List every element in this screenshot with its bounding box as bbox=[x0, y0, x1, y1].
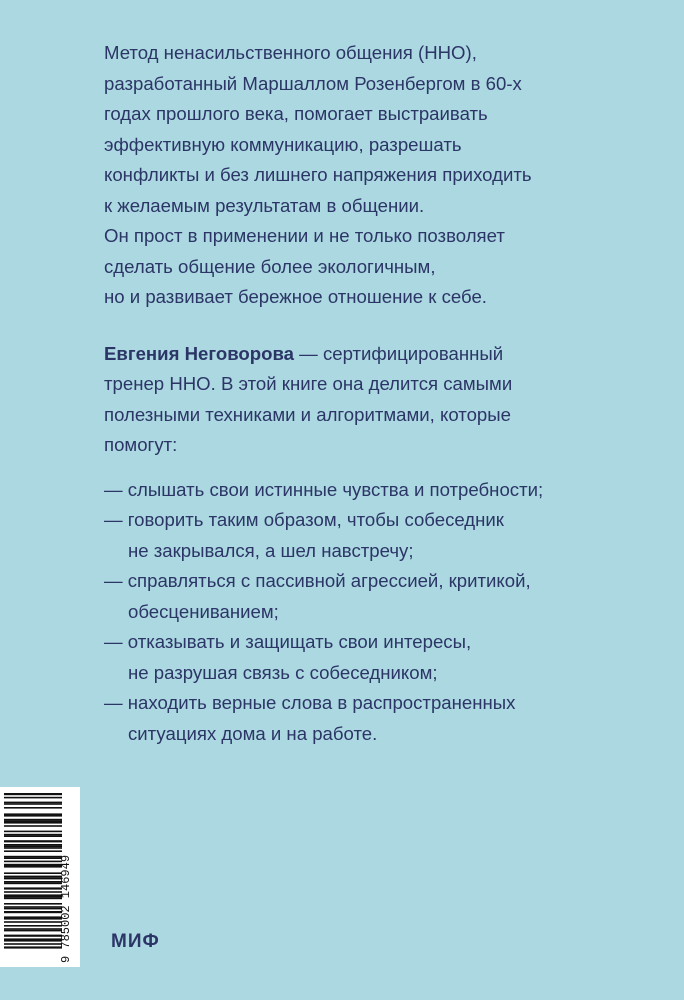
barcode-bar bbox=[4, 819, 62, 821]
barcode-bar bbox=[4, 802, 62, 804]
barcode-bar bbox=[4, 831, 62, 833]
intro-line: но и развивает бережное отношение к себе. bbox=[104, 286, 487, 307]
author-line: полезными техниками и алгоритмами, которые bbox=[104, 403, 511, 425]
barcode-bar bbox=[4, 918, 62, 920]
barcode-bar bbox=[4, 825, 62, 827]
list-item bbox=[104, 627, 604, 688]
barcode-bar bbox=[4, 876, 62, 878]
benefits-list bbox=[104, 475, 604, 750]
barcode-bar bbox=[4, 943, 62, 945]
barcode-bar bbox=[4, 846, 62, 848]
author-first-line bbox=[104, 339, 604, 370]
author-first-line-rest: — сертифицированный bbox=[294, 342, 504, 364]
barcode-bar bbox=[4, 894, 62, 896]
barcode-bar bbox=[4, 946, 62, 948]
list-item bbox=[104, 505, 604, 566]
intro-line: сделать общение более экологичным, bbox=[104, 255, 436, 277]
barcode-bar bbox=[4, 856, 62, 858]
intro-line: к желаемым результатам в общении. bbox=[104, 194, 425, 216]
barcode-bar bbox=[4, 928, 62, 930]
barcode-bar bbox=[4, 822, 62, 824]
list-item-line: — слышать свои истинные чувства и потребности; bbox=[104, 478, 544, 500]
list-item-line: не закрывался, а шел навстречу; bbox=[128, 539, 414, 561]
publisher-logo: МИФ bbox=[111, 931, 160, 952]
intro-paragraph bbox=[104, 38, 604, 313]
intro-line: годах прошлого века, помогает выстраивать bbox=[104, 103, 488, 124]
intro-line: разработанный Маршаллом Розенбергом в 60-х bbox=[104, 72, 522, 94]
barcode-bar bbox=[4, 815, 62, 817]
barcode-bar bbox=[4, 820, 62, 822]
list-item-line: не разрушая связь с собеседником; bbox=[128, 661, 438, 683]
intro-line: Метод ненасильственного общения (ННО), bbox=[104, 42, 477, 63]
barcode-bar bbox=[4, 896, 62, 898]
list-item-line: — отказывать и защищать свои интересы, bbox=[104, 631, 472, 652]
barcode-bar bbox=[4, 834, 62, 836]
author-name: Евгения Неговорова bbox=[104, 342, 295, 364]
back-cover-text bbox=[104, 38, 604, 749]
barcode-bar bbox=[4, 903, 62, 905]
barcode-bar bbox=[4, 881, 62, 883]
intro-line: Он прост в применении и не только позволяет bbox=[104, 225, 505, 246]
barcode-bar bbox=[4, 911, 62, 913]
barcode-bar bbox=[4, 864, 62, 866]
barcode-graphic bbox=[0, 787, 80, 967]
list-item-line: ситуациях дома и на работе. bbox=[128, 722, 378, 744]
barcode-bar bbox=[4, 797, 62, 799]
author-paragraph bbox=[104, 339, 604, 461]
barcode-bar bbox=[4, 930, 62, 932]
isbn-barcode bbox=[0, 787, 80, 967]
barcode-bar bbox=[4, 916, 62, 918]
list-item bbox=[104, 475, 604, 506]
barcode-bar bbox=[4, 847, 62, 849]
barcode-bar bbox=[4, 935, 62, 937]
intro-line: конфликты и без лишнего напряжения приходить bbox=[104, 164, 532, 185]
barcode-bar bbox=[4, 844, 62, 846]
barcode-bar bbox=[4, 883, 62, 885]
barcode-bar bbox=[4, 861, 62, 863]
barcode-bar bbox=[4, 878, 62, 880]
barcode-digits: 9 785002 146949 bbox=[59, 854, 73, 963]
barcode-bar bbox=[4, 921, 62, 923]
list-item bbox=[104, 566, 604, 627]
barcode-bar bbox=[4, 872, 62, 874]
barcode-bar bbox=[4, 938, 62, 940]
list-item-line: обесцениванием; bbox=[128, 600, 279, 622]
barcode-bar bbox=[4, 866, 62, 868]
barcode-bar bbox=[4, 840, 62, 842]
author-line: помогут: bbox=[104, 434, 178, 455]
barcode-bar bbox=[4, 803, 62, 805]
barcode-bar bbox=[4, 906, 62, 908]
barcode-bar bbox=[4, 807, 62, 809]
barcode-bar bbox=[4, 813, 62, 815]
list-item-line: — находить верные слова в распространенных bbox=[104, 692, 516, 713]
barcode-bar bbox=[4, 898, 62, 900]
list-item-line: — справляться с пассивной агрессией, критикой, bbox=[104, 570, 531, 591]
author-line: тренер ННО. В этой книге она делится самыми bbox=[104, 373, 513, 394]
barcode-bar bbox=[4, 835, 62, 837]
barcode-bar bbox=[4, 793, 62, 795]
intro-line: эффективную коммуникацию, разрешать bbox=[104, 133, 462, 155]
barcode-bar bbox=[4, 887, 62, 889]
barcode-bar bbox=[4, 891, 62, 893]
barcode-bar bbox=[4, 940, 62, 942]
barcode-bar bbox=[4, 857, 62, 859]
barcode-bar bbox=[4, 908, 62, 910]
list-item-line: — говорить таким образом, чтобы собеседник bbox=[104, 509, 504, 530]
barcode-bar bbox=[4, 850, 62, 852]
list-item bbox=[104, 688, 604, 749]
barcode-bar bbox=[4, 925, 62, 927]
